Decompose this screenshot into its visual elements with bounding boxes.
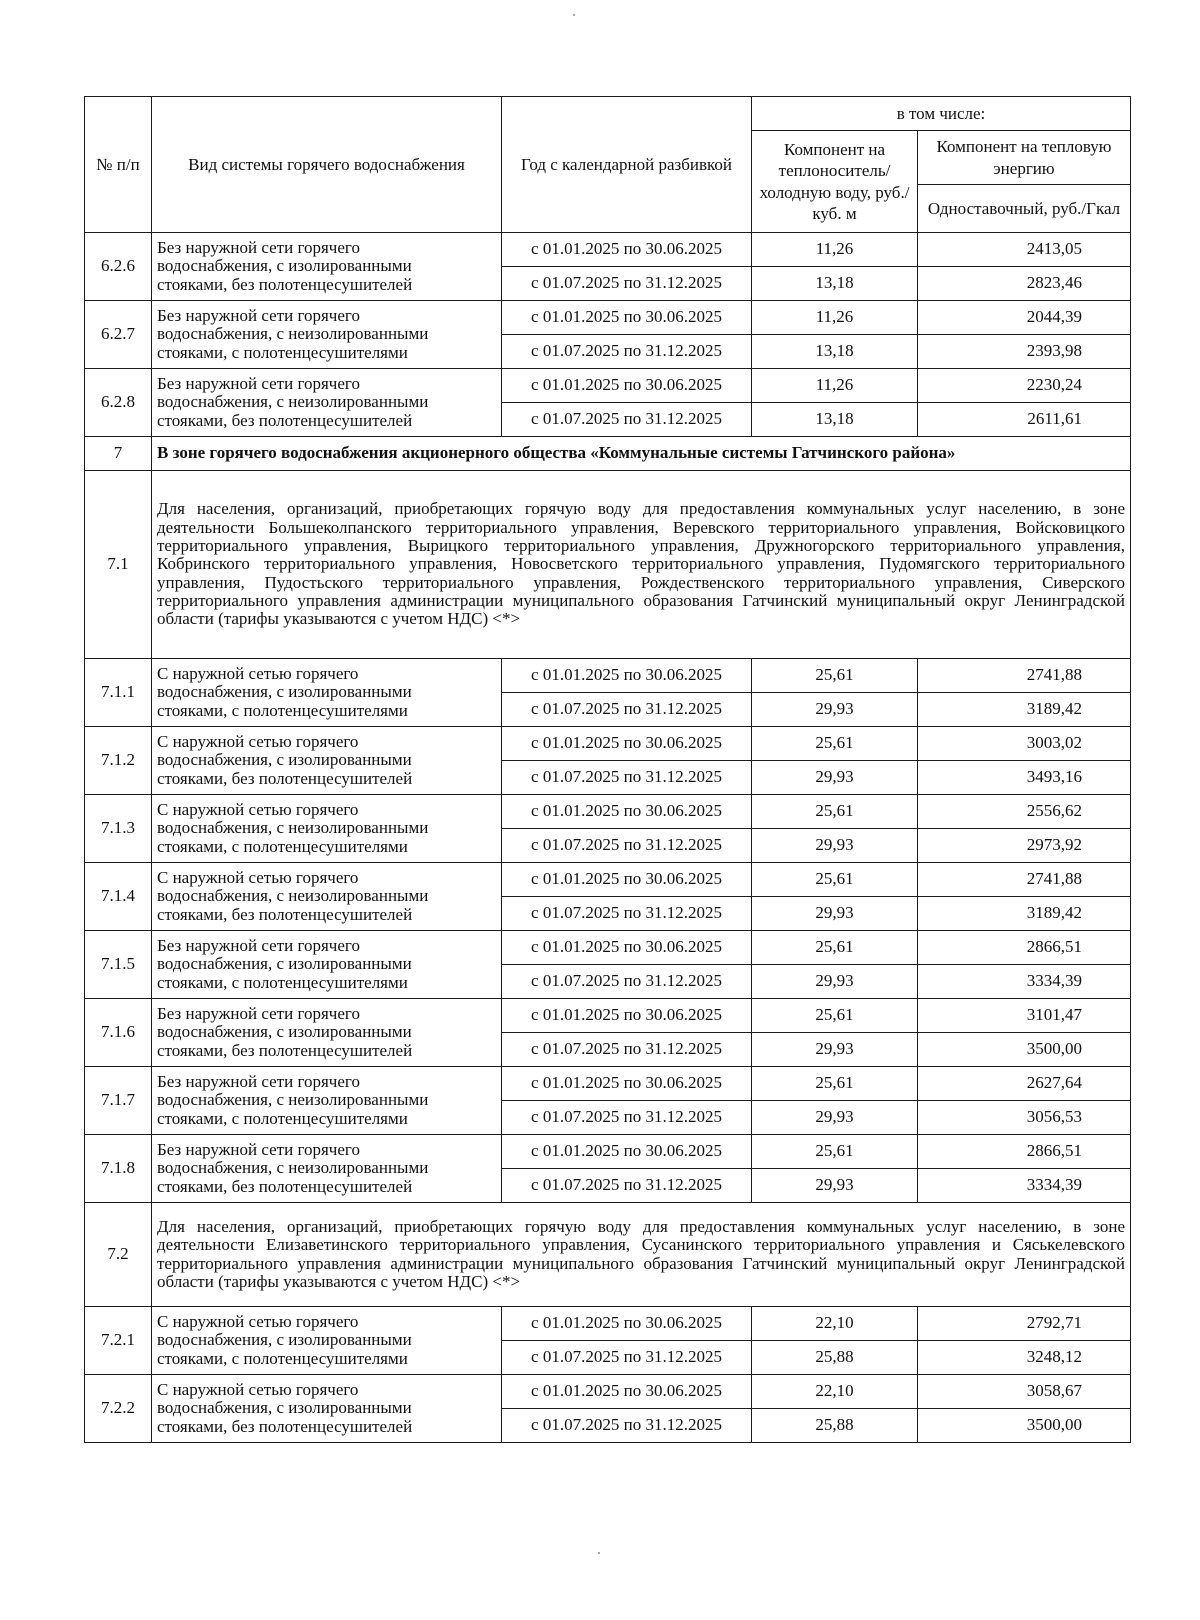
row-description (152, 863, 502, 931)
period-second-half: с 01.07.2025 по 31.12.2025 (502, 1101, 752, 1135)
coolant-value: 25,61 (752, 999, 918, 1033)
row-description-line: стояками, без полотенцесушителей (157, 768, 413, 788)
row-description-line: водоснабжения, с неизолированными (157, 1090, 429, 1110)
table-row (85, 1375, 1131, 1409)
table-row (85, 233, 1131, 267)
row-number: 6.2.8 (85, 369, 152, 437)
row-number: 7.1.5 (85, 931, 152, 999)
table-row (85, 1067, 1131, 1101)
row-description-line: Без наружной сети горячего (157, 1071, 360, 1091)
row-description-line: водоснабжения, с изолированными (157, 682, 412, 702)
heat-value: 2741,88 (918, 659, 1131, 693)
period-first-half: с 01.01.2025 по 30.06.2025 (502, 727, 752, 761)
table-row (85, 931, 1131, 965)
period-first-half: с 01.01.2025 по 30.06.2025 (502, 795, 752, 829)
heat-value: 2413,05 (918, 233, 1131, 267)
period-second-half: с 01.07.2025 по 31.12.2025 (502, 897, 752, 931)
period-second-half: с 01.07.2025 по 31.12.2025 (502, 267, 752, 301)
coolant-value: 29,93 (752, 1033, 918, 1067)
table-row (85, 727, 1131, 761)
row-number: 7.1.1 (85, 659, 152, 727)
row-description-line: Без наружной сети горячего (157, 1139, 360, 1159)
row-description-line: стояками, без полотенцесушителей (157, 1040, 413, 1060)
heat-value: 2741,88 (918, 863, 1131, 897)
group-description-number: 7.1 (85, 471, 152, 659)
heat-value: 3003,02 (918, 727, 1131, 761)
heat-value: 2627,64 (918, 1067, 1131, 1101)
period-first-half: с 01.01.2025 по 30.06.2025 (502, 931, 752, 965)
period-first-half: с 01.01.2025 по 30.06.2025 (502, 301, 752, 335)
row-description-line: Без наружной сети горячего (157, 1003, 360, 1023)
coolant-value: 25,88 (752, 1409, 918, 1443)
tariff-table (84, 96, 1131, 1443)
row-description (152, 1135, 502, 1203)
coolant-value: 29,93 (752, 897, 918, 931)
coolant-value: 22,10 (752, 1307, 918, 1341)
period-first-half: с 01.01.2025 по 30.06.2025 (502, 1307, 752, 1341)
coolant-value: 11,26 (752, 369, 918, 403)
row-number: 6.2.7 (85, 301, 152, 369)
row-description (152, 999, 502, 1067)
period-second-half: с 01.07.2025 по 31.12.2025 (502, 1341, 752, 1375)
group-description-row (85, 471, 1131, 659)
heat-value: 2823,46 (918, 267, 1131, 301)
heat-value: 3500,00 (918, 1033, 1131, 1067)
row-description-line: водоснабжения, с изолированными (157, 1398, 412, 1418)
row-description-line: водоснабжения, с неизолированными (157, 886, 429, 906)
table-row (85, 999, 1131, 1033)
coolant-value: 25,61 (752, 659, 918, 693)
row-description (152, 931, 502, 999)
row-description-line: водоснабжения, с изолированными (157, 1022, 412, 1042)
heat-value: 2230,24 (918, 369, 1131, 403)
header-system-type: Вид системы горячего водоснабжения (152, 97, 502, 233)
row-description-line: С наружной сетью горячего (157, 799, 359, 819)
period-first-half: с 01.01.2025 по 30.06.2025 (502, 1375, 752, 1409)
header-number: № п/п (85, 97, 152, 233)
coolant-value: 25,61 (752, 863, 918, 897)
row-description-line: С наружной сетью горячего (157, 1311, 359, 1331)
period-first-half: с 01.01.2025 по 30.06.2025 (502, 1067, 752, 1101)
table-row (85, 659, 1131, 693)
coolant-value: 11,26 (752, 233, 918, 267)
row-description-line: стояками, с полотенцесушителями (157, 700, 408, 720)
heat-value: 3058,67 (918, 1375, 1131, 1409)
row-description (152, 233, 502, 301)
row-description-line: водоснабжения, с неизолированными (157, 392, 429, 412)
row-description (152, 659, 502, 727)
period-second-half: с 01.07.2025 по 31.12.2025 (502, 1409, 752, 1443)
heat-value: 3334,39 (918, 1169, 1131, 1203)
group-description-text: Для населения, организаций, приобретающих горячую воду для предоставления коммунальных услуг населению, в зоне деятельности Большеколпанского территориального управления, Веревского территориального управления, Войсковицкого территориального управления, Вырицкого территориального управления, Дружногорского территориального управления, Кобринского территориального управления, Новосветского территориального управления, Пудомягского территориального управления, Пудостьского территориального управления, Рождественского территориального управления, Сиверского территориального управления администрации муниципального образования Гатчинский муниципальный округ Ленинградской области (тарифы указываются с учетом НДС) <*> (152, 471, 1131, 659)
row-description (152, 1067, 502, 1135)
row-description-line: стояками, без полотенцесушителей (157, 274, 413, 294)
row-description-line: стояками, с полотенцесушителями (157, 342, 408, 362)
row-description-line: водоснабжения, с изолированными (157, 256, 412, 276)
row-description-line: водоснабжения, с изолированными (157, 1330, 412, 1350)
period-second-half: с 01.07.2025 по 31.12.2025 (502, 761, 752, 795)
table-row (85, 301, 1131, 335)
row-number: 6.2.6 (85, 233, 152, 301)
scan-speck (573, 14, 575, 16)
row-description (152, 1307, 502, 1375)
row-description-line: водоснабжения, с неизолированными (157, 818, 429, 838)
header-including: в том числе: (752, 97, 1131, 131)
heat-value: 3493,16 (918, 761, 1131, 795)
coolant-value: 25,61 (752, 1135, 918, 1169)
period-second-half: с 01.07.2025 по 31.12.2025 (502, 829, 752, 863)
section-heading-row (85, 437, 1131, 471)
period-second-half: с 01.07.2025 по 31.12.2025 (502, 1033, 752, 1067)
row-number: 7.1.4 (85, 863, 152, 931)
group-description-number: 7.2 (85, 1203, 152, 1307)
row-number: 7.1.3 (85, 795, 152, 863)
scan-speck (598, 1552, 600, 1554)
coolant-value: 13,18 (752, 267, 918, 301)
row-description (152, 727, 502, 795)
coolant-value: 22,10 (752, 1375, 918, 1409)
row-description-line: Без наружной сети горячего (157, 373, 360, 393)
header-single-rate: Одноставочный, руб./Гкал (918, 185, 1131, 233)
period-second-half: с 01.07.2025 по 31.12.2025 (502, 1169, 752, 1203)
row-description (152, 795, 502, 863)
period-first-half: с 01.01.2025 по 30.06.2025 (502, 863, 752, 897)
row-number: 7.1.8 (85, 1135, 152, 1203)
row-description-line: С наружной сетью горячего (157, 867, 359, 887)
heat-value: 3056,53 (918, 1101, 1131, 1135)
row-number: 7.2.2 (85, 1375, 152, 1443)
row-description-line: стояками, без полотенцесушителей (157, 904, 413, 924)
row-description-line: стояками, с полотенцесушителями (157, 1348, 408, 1368)
period-first-half: с 01.01.2025 по 30.06.2025 (502, 659, 752, 693)
row-description-line: стояками, с полотенцесушителями (157, 972, 408, 992)
heat-value: 2792,71 (918, 1307, 1131, 1341)
row-description-line: водоснабжения, с изолированными (157, 954, 412, 974)
coolant-value: 29,93 (752, 761, 918, 795)
header-row (85, 97, 1131, 131)
period-first-half: с 01.01.2025 по 30.06.2025 (502, 233, 752, 267)
period-second-half: с 01.07.2025 по 31.12.2025 (502, 693, 752, 727)
heat-value: 2866,51 (918, 1135, 1131, 1169)
heat-value: 3248,12 (918, 1341, 1131, 1375)
row-description-line: стояками, с полотенцесушителями (157, 1108, 408, 1128)
coolant-value: 29,93 (752, 693, 918, 727)
row-number: 7.1.2 (85, 727, 152, 795)
table-row (85, 369, 1131, 403)
coolant-value: 25,61 (752, 1067, 918, 1101)
heat-value: 2866,51 (918, 931, 1131, 965)
row-description-line: водоснабжения, с неизолированными (157, 324, 429, 344)
row-description-line: стояками, без полотенцесушителей (157, 1176, 413, 1196)
heat-value: 2556,62 (918, 795, 1131, 829)
row-description-line: С наружной сетью горячего (157, 1379, 359, 1399)
heat-value: 3334,39 (918, 965, 1131, 999)
coolant-value: 13,18 (752, 403, 918, 437)
row-description (152, 301, 502, 369)
row-description-line: водоснабжения, с неизолированными (157, 1158, 429, 1178)
heat-value: 2044,39 (918, 301, 1131, 335)
table-row (85, 863, 1131, 897)
coolant-value: 25,88 (752, 1341, 918, 1375)
row-number: 7.1.7 (85, 1067, 152, 1135)
coolant-value: 29,93 (752, 829, 918, 863)
heat-value: 3189,42 (918, 897, 1131, 931)
header-period: Год с календарной разбивкой (502, 97, 752, 233)
coolant-value: 25,61 (752, 795, 918, 829)
row-description-line: Без наружной сети горячего (157, 237, 360, 257)
row-number: 7.2.1 (85, 1307, 152, 1375)
period-first-half: с 01.01.2025 по 30.06.2025 (502, 369, 752, 403)
period-second-half: с 01.07.2025 по 31.12.2025 (502, 965, 752, 999)
heat-value: 2973,92 (918, 829, 1131, 863)
coolant-value: 29,93 (752, 1101, 918, 1135)
heat-value: 3189,42 (918, 693, 1131, 727)
table-row (85, 1135, 1131, 1169)
row-description-line: стояками, с полотенцесушителями (157, 836, 408, 856)
row-description-line: С наружной сетью горячего (157, 663, 359, 683)
table-row (85, 1307, 1131, 1341)
coolant-value: 13,18 (752, 335, 918, 369)
coolant-value: 25,61 (752, 727, 918, 761)
row-description (152, 1375, 502, 1443)
header-heat-component: Компонент на тепловую энергию (918, 131, 1131, 185)
row-number: 7.1.6 (85, 999, 152, 1067)
period-second-half: с 01.07.2025 по 31.12.2025 (502, 335, 752, 369)
group-description-text: Для населения, организаций, приобретающих горячую воду для предоставления коммунальных услуг населению, в зоне деятельности Елизаветинского территориального управления, Сусанинского территориального управления и Сяськелевского территориального управления администрации муниципального образования Гатчинский муниципальный округ Ленинградской области (тарифы указываются с учетом НДС) <*> (152, 1203, 1131, 1307)
coolant-value: 11,26 (752, 301, 918, 335)
heat-value: 3101,47 (918, 999, 1131, 1033)
group-description-row (85, 1203, 1131, 1307)
row-description-line: С наружной сетью горячего (157, 731, 359, 751)
period-first-half: с 01.01.2025 по 30.06.2025 (502, 999, 752, 1033)
section-heading-text: В зоне горячего водоснабжения акционерного общества «Коммунальные системы Гатчинского района» (152, 437, 1131, 471)
period-first-half: с 01.01.2025 по 30.06.2025 (502, 1135, 752, 1169)
header-coolant-component: Компонент на теплоноситель/ холодную воду, руб./куб. м (752, 131, 918, 233)
heat-value: 2393,98 (918, 335, 1131, 369)
section-heading-number: 7 (85, 437, 152, 471)
row-description-line: стояками, без полотенцесушителей (157, 1416, 413, 1436)
heat-value: 2611,61 (918, 403, 1131, 437)
coolant-value: 29,93 (752, 965, 918, 999)
row-description-line: Без наружной сети горячего (157, 935, 360, 955)
row-description-line: водоснабжения, с изолированными (157, 750, 412, 770)
coolant-value: 25,61 (752, 931, 918, 965)
coolant-value: 29,93 (752, 1169, 918, 1203)
period-second-half: с 01.07.2025 по 31.12.2025 (502, 403, 752, 437)
row-description (152, 369, 502, 437)
row-description-line: стояками, без полотенцесушителей (157, 410, 413, 430)
row-description-line: Без наружной сети горячего (157, 305, 360, 325)
table-row (85, 795, 1131, 829)
heat-value: 3500,00 (918, 1409, 1131, 1443)
